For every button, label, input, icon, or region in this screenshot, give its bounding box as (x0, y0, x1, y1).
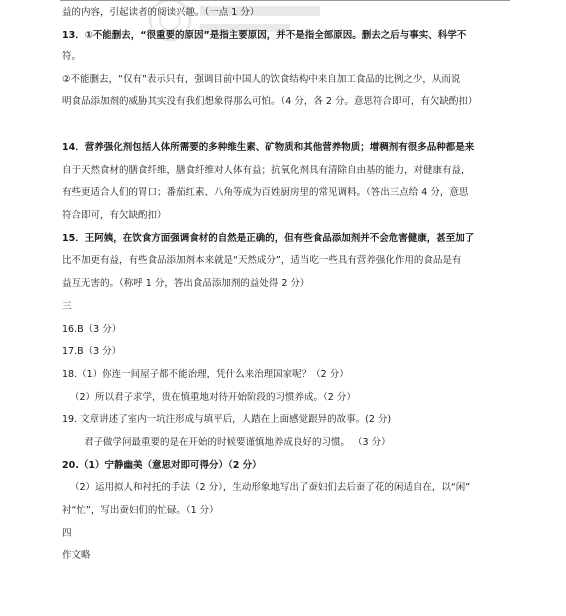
answer-19-line: 19. 文章讲述了室内一坑注形成与填平后，人踏在上面感觉跟异的故事。(2 分) (62, 414, 392, 425)
answer-14-line: 有些更适合人们的胃口；番茄红素、八角等成为百姓厨房里的常见调料。（答出三点给 4 分，意思 (62, 187, 469, 198)
answer-13-line: ②不能删去，“仅有”表示只有，强调目前中国人的饮食结构中来自加工食品的比例之少，从而说 (62, 74, 461, 85)
answer-15-line: 比不加更有益，有些食品添加剂本来就是“天然成分”，适当吃一些具有营养强化作用的食品是有 (62, 255, 462, 266)
answer-14-line: 自于天然食材的膳食纤维，膳食纤维对人体有益；抗氧化剂具有清除自由基的能力，对健康有益， (62, 165, 471, 176)
answer-20-line: 20.（1）宁静幽美（意思对即可得分）（2 分） (62, 460, 262, 471)
answer-20-line: 衬“忙”，写出蚕妇们的忙碌。（1 分） (62, 505, 219, 516)
answer-15-line: 益互无害的。（称呼 1 分，答出食品添加剂的益处得 2 分） (62, 278, 310, 289)
answer-17-line: 17.B（3 分） (62, 346, 122, 357)
section-heading: 三 (62, 301, 72, 312)
answer-14-line: 符合即可，有欠缺酌扣） (62, 210, 167, 221)
section-heading: 四 (62, 528, 72, 539)
answer-13-line: 明食品添加剂的威胁其实没有我们想象得那么可怕。（4 分，各 2 分。意思符合即可，有欠缺酌扣） (62, 96, 478, 107)
answer-19-line: 君子做学问最重要的是在开始的时候要谨慎地养成良好的习惯。 （3 分） (84, 437, 391, 448)
answer-18-line: 18.（1）你连一间屋子都不能治理，凭什么来治理国家呢？（2 分） (62, 369, 349, 380)
answer-18-line: （2）所以君子求学，贵在慎重地对待开始阶段的习惯养成。（2 分） (70, 392, 356, 403)
answer-13-line: 符。 (62, 51, 82, 62)
answer-20-line: （2）运用拟人和衬托的手法（2 分），生动形象地写出了蚕妇们去后蚕了花的闲适自在，以“闲” (70, 482, 471, 493)
answer-13-line: 13．①不能删去，“很重要的原因”是指主要原因，并不是指全部原因。删去之后与事实、科学不 (62, 30, 467, 41)
answer-14-line: 14．营养强化剂包括人体所需要的多种维生素、矿物质和其他营养物质；增稠剂有很多品种都是来 (62, 142, 475, 153)
answer-line: 益的内容，引起读者的阅读兴趣。（一点 1 分） (62, 7, 260, 18)
top-rule (60, 0, 510, 1)
answer-16-line: 16.B（3 分） (62, 324, 122, 335)
essay-note: 作文略 (62, 550, 91, 561)
answer-15-line: 15．王阿姨，在饮食方面强调食材的自然是正确的，但有些食品添加剂并不会危害健康，甚至加了 (62, 233, 475, 244)
